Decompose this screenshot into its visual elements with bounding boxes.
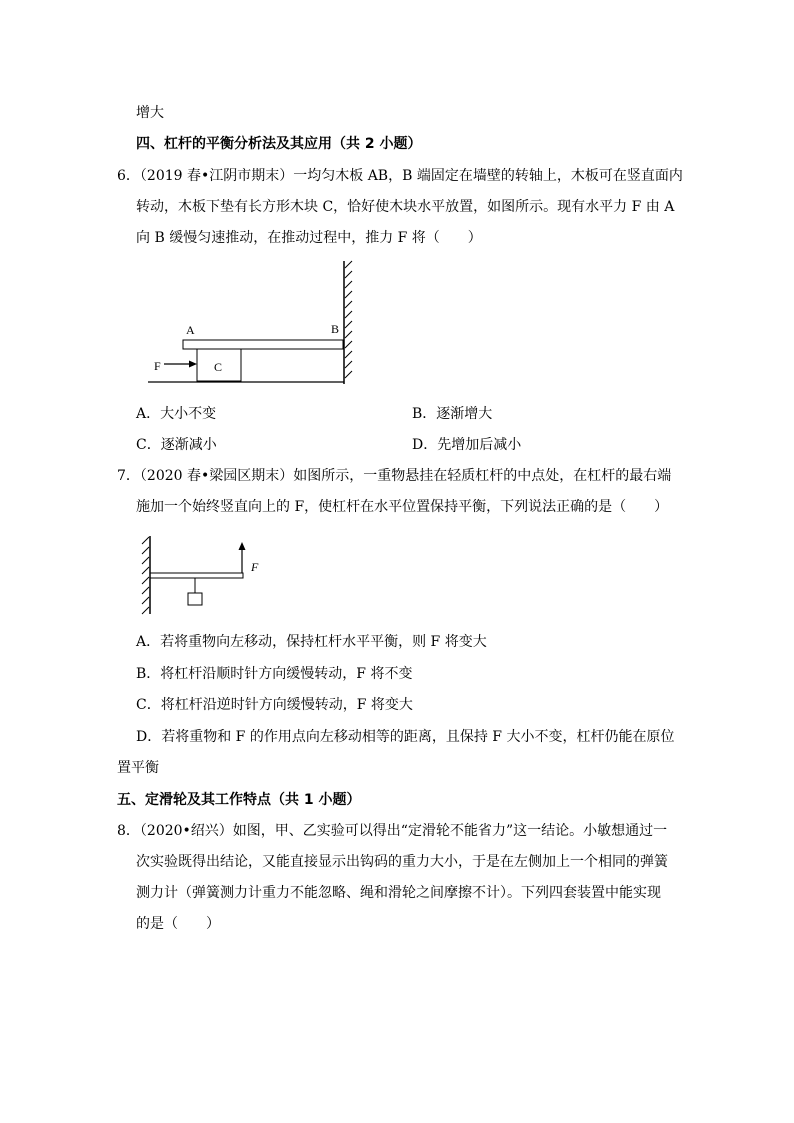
q7-line-1: 7．（2020 春•梁园区期末）如图所示，一重物悬挂在轻质杠杆的中点处，在杠杆的最右端 [117,468,672,484]
q7-option-d-line-1: D．若将重物和 F 的作用点向左移动相等的距离，且保持 F 大小不变，杠杆仍能在原位 [136,729,675,745]
q6-label-c: C [214,360,223,374]
q7-wall-hatching [142,537,149,614]
q8-line-1: 8．（2020•绍兴）如图，甲、乙实验可以得出“定滑轮不能省力”这一结论。小敏想通过一 [117,823,668,839]
q6-line-3: 向 B 缓慢匀速推动，在推动过程中，推力 F 将（ ） [136,230,482,246]
section-5-title: 五、定滑轮及其工作特点（共 1 小题） [117,792,361,808]
q6-label-f: F [154,359,161,373]
q6-line-1: 6．（2019 春•江阴市期末）一均匀木板 AB，B 端固定在墙壁的转轴上，木板可在竖直面内 [117,168,683,184]
carry-over-text: 增大 [136,105,164,121]
q7-line-2: 施加一个始终竖直向上的 F，使杠杆在水平位置保持平衡，下列说法正确的是（ ） [136,499,669,515]
q6-label-b: B [331,322,340,336]
q7-option-c: C．将杠杆沿逆时针方向缓慢转动，F 将变大 [136,697,413,713]
section-4-title: 四、杠杆的平衡分析法及其应用（共 2 小题） [136,136,422,152]
q6-label-a: A [186,323,195,337]
q7-weight [188,593,202,605]
q6-option-c: C．逐渐减小 [136,437,217,453]
q8-line-4: 的是（ ） [136,916,220,932]
q6-option-b: B．逐渐增大 [412,406,493,422]
q7-option-b: B．将杠杆沿顺时针方向缓慢转动，F 将不变 [136,666,413,682]
q7-figure [138,532,273,617]
q7-label-f: F [251,560,259,574]
q7-option-d-line-2: 置平衡 [117,760,159,776]
q7-option-a: A．若将重物向左移动，保持杠杆水平平衡，则 F 将变大 [136,634,487,650]
q8-line-3: 测力计（弹簧测力计重力不能忽略、绳和滑轮之间摩擦不计）。下列四套装置中能实现 [136,885,661,901]
q8-line-2: 次实验既得出结论，又能直接显示出钩码的重力大小，于是在左侧加上一个相同的弹簧 [136,854,668,870]
q6-line-2: 转动，木板下垫有长方形木块 C，恰好使木块水平放置，如图所示。现有水平力 F 由 A [136,199,675,215]
q6-option-a: A．大小不变 [136,406,217,422]
q6-wall-hatching [345,261,352,378]
q7-lever [150,573,243,578]
q6-plank [183,340,343,349]
q6-figure [148,258,358,388]
q6-option-d: D．先增加后减小 [412,437,522,453]
